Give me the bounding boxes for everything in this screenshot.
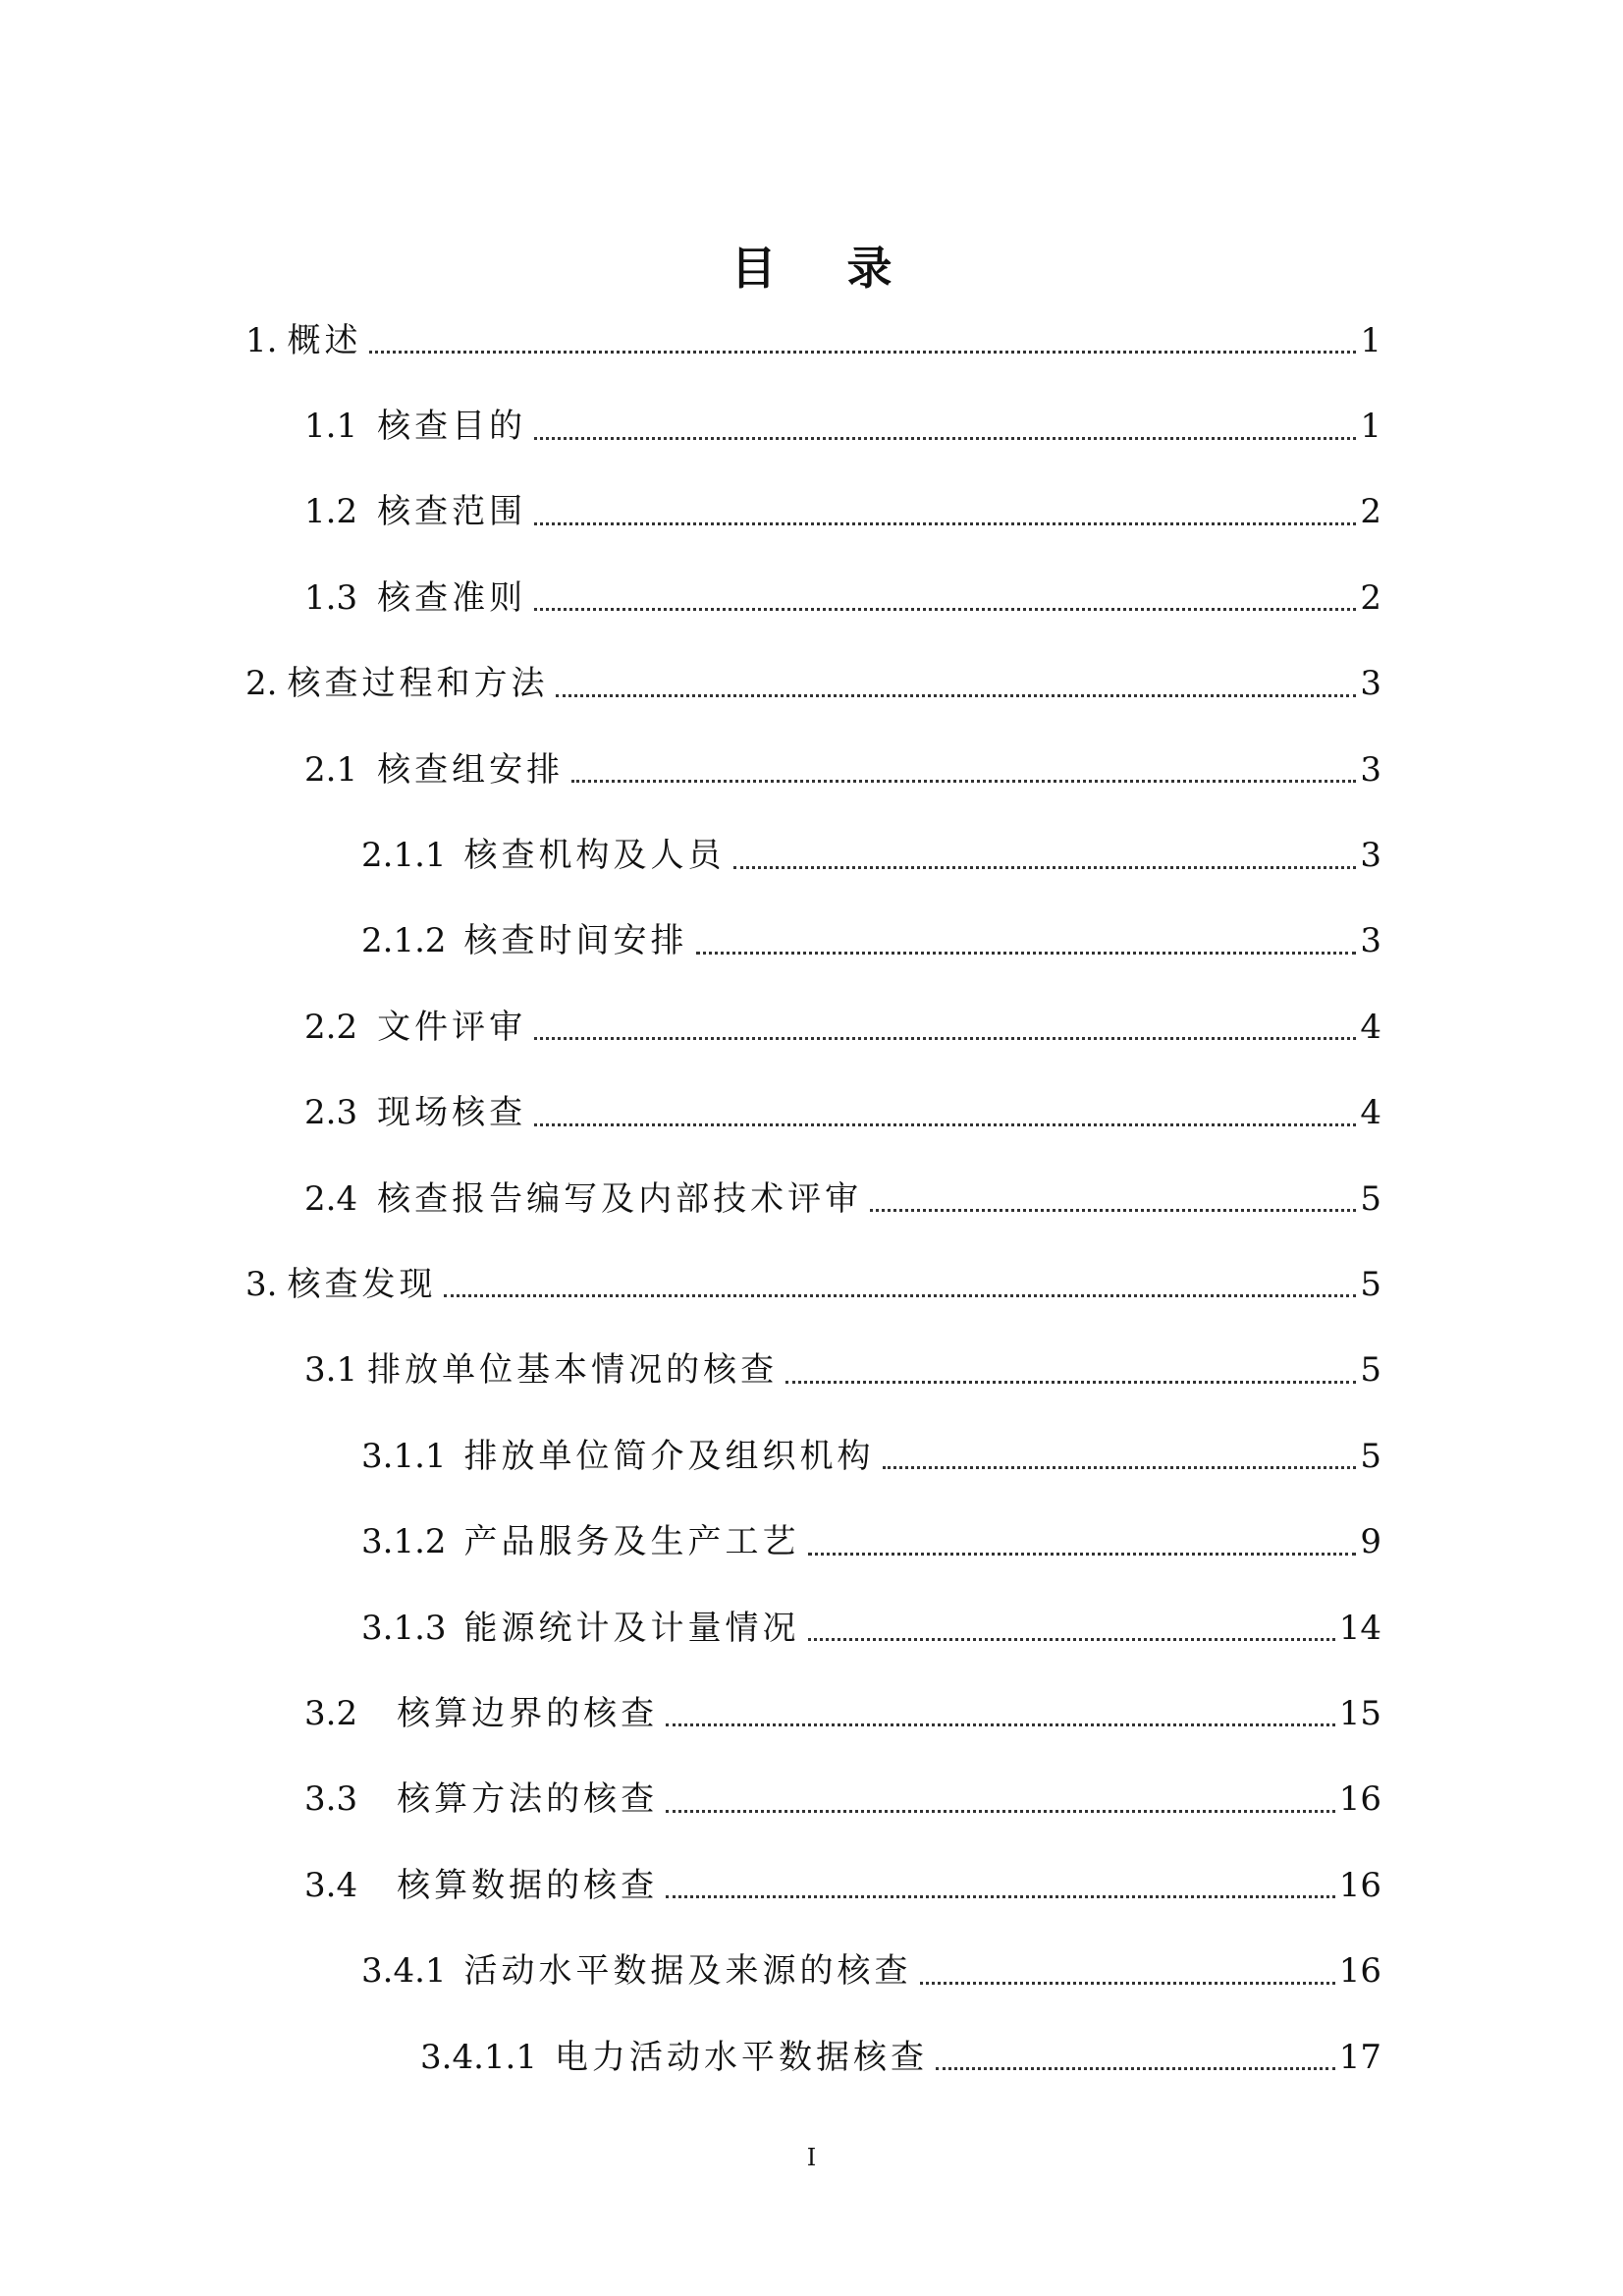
toc-entry-page: 4	[1360, 1007, 1381, 1047]
toc-entry[interactable]	[0, 1413, 1623, 1499]
toc-entry[interactable]	[0, 383, 1623, 468]
toc-entry-title: 文件评审	[377, 1007, 527, 1047]
toc-entry-number: 3.4	[304, 1865, 358, 1905]
toc-entry-number: 3.1.2	[361, 1522, 447, 1562]
toc-dot-leader	[808, 1638, 1335, 1641]
toc-entry[interactable]	[0, 298, 1623, 383]
toc-entry-number: 1.3	[304, 577, 358, 618]
toc-entry[interactable]	[0, 469, 1623, 555]
toc-entry-number: 1.1	[304, 407, 358, 447]
toc-dot-leader	[534, 1037, 1356, 1040]
toc-dot-leader	[444, 1294, 1356, 1297]
toc-entry-title: 核算方法的核查	[397, 1779, 659, 1820]
toc-dot-leader	[696, 952, 1357, 955]
toc-entry-number: 2.3	[304, 1093, 358, 1133]
toc-entry-page: 3	[1360, 836, 1381, 876]
toc-dot-leader	[920, 1982, 1335, 1985]
toc-entry[interactable]	[0, 984, 1623, 1069]
toc-entry-number: 2.1.2	[361, 921, 447, 961]
toc-entry-number: 3.4.1.1	[420, 2037, 537, 2077]
toc-entry-page: 16	[1338, 1779, 1381, 1820]
toc-entry-page: 1	[1360, 320, 1381, 360]
toc-dot-leader	[883, 1466, 1357, 1469]
toc-dot-leader	[785, 1381, 1356, 1384]
toc-entry-page: 16	[1338, 1865, 1381, 1905]
toc-entry-title: 概述	[287, 320, 362, 360]
toc-entry-title: 排放单位基本情况的核查	[367, 1350, 779, 1391]
toc-entry-number: 3.1	[304, 1350, 358, 1391]
toc-entry-page: 16	[1338, 1951, 1381, 1992]
toc-entry-page: 9	[1360, 1522, 1381, 1562]
toc-entry[interactable]	[0, 1670, 1623, 1756]
toc-entry[interactable]	[0, 1757, 1623, 1842]
toc-entry-number: 2.	[245, 664, 278, 704]
toc-entry-page: 3	[1360, 921, 1381, 961]
toc-entry[interactable]	[0, 1928, 1623, 2013]
toc-dot-leader	[808, 1553, 1357, 1556]
toc-entry[interactable]	[0, 555, 1623, 640]
toc-entry-page: 2	[1360, 577, 1381, 618]
toc-entry[interactable]	[0, 812, 1623, 898]
toc-entry-page: 15	[1338, 1693, 1381, 1733]
toc-title: 目 录	[730, 241, 920, 295]
toc-entry-number: 1.	[245, 320, 278, 360]
toc-entry-title: 电力活动水平数据核查	[554, 2037, 928, 2077]
toc-entry-number: 3.1.1	[361, 1436, 447, 1476]
toc-entry-number: 3.3	[304, 1779, 358, 1820]
toc-entry-number: 3.	[245, 1264, 278, 1304]
toc-entry-title: 核查发现	[287, 1264, 437, 1304]
toc-entry-number: 2.4	[304, 1178, 358, 1219]
toc-dot-leader	[571, 780, 1356, 783]
toc-entry-page: 2	[1360, 492, 1381, 532]
toc-entry-number: 3.1.3	[361, 1608, 447, 1648]
toc-entry-page: 4	[1360, 1093, 1381, 1133]
toc-entry[interactable]	[0, 727, 1623, 812]
toc-entry-title: 核查组安排	[377, 749, 565, 790]
page-number: I	[806, 2144, 817, 2171]
toc-list	[0, 298, 1623, 2100]
toc-entry-number: 2.2	[304, 1007, 358, 1047]
toc-dot-leader	[534, 522, 1356, 525]
toc-entry-number: 1.2	[304, 492, 358, 532]
toc-entry[interactable]	[0, 1585, 1623, 1670]
toc-entry[interactable]	[0, 641, 1623, 727]
toc-entry-number: 2.1.1	[361, 836, 447, 876]
toc-entry[interactable]	[0, 1241, 1623, 1327]
toc-entry-title: 产品服务及生产工艺	[463, 1522, 800, 1562]
toc-entry[interactable]	[0, 1842, 1623, 1928]
toc-entry[interactable]	[0, 1499, 1623, 1584]
toc-dot-leader	[534, 608, 1356, 611]
toc-dot-leader	[870, 1209, 1356, 1212]
toc-entry-number: 2.1	[304, 749, 358, 790]
toc-entry[interactable]	[0, 1328, 1623, 1413]
toc-dot-leader	[369, 351, 1356, 354]
toc-entry-title: 核查准则	[377, 577, 527, 618]
toc-entry-title: 核查范围	[377, 492, 527, 532]
toc-dot-leader	[534, 1123, 1356, 1126]
toc-dot-leader	[666, 1723, 1335, 1726]
toc-entry-title: 核查报告编写及内部技术评审	[377, 1178, 863, 1219]
toc-entry-page: 1	[1360, 407, 1381, 447]
toc-dot-leader	[534, 437, 1356, 440]
toc-entry[interactable]	[0, 899, 1623, 984]
toc-entry-title: 核查目的	[377, 407, 527, 447]
toc-dot-leader	[556, 694, 1356, 697]
toc-entry-number: 3.4.1	[361, 1951, 447, 1992]
toc-entry-title: 核查时间安排	[463, 921, 688, 961]
toc-entry-title: 核查机构及人员	[463, 836, 726, 876]
toc-dot-leader	[666, 1810, 1335, 1813]
toc-entry[interactable]	[0, 1070, 1623, 1156]
toc-entry-page: 5	[1360, 1436, 1381, 1476]
toc-entry-page: 5	[1360, 1350, 1381, 1391]
toc-entry-title: 核算边界的核查	[397, 1693, 659, 1733]
toc-entry-title: 活动水平数据及来源的核查	[463, 1951, 912, 1992]
toc-entry-number: 3.2	[304, 1693, 358, 1733]
toc-entry-title: 能源统计及计量情况	[463, 1608, 800, 1648]
toc-dot-leader	[666, 1895, 1335, 1898]
toc-entry-title: 核算数据的核查	[397, 1865, 659, 1905]
toc-entry-title: 排放单位简介及组织机构	[463, 1436, 875, 1476]
toc-entry-page: 3	[1360, 749, 1381, 790]
toc-entry-page: 5	[1360, 1178, 1381, 1219]
toc-entry-page: 3	[1360, 664, 1381, 704]
toc-entry-page: 14	[1338, 1608, 1381, 1648]
toc-entry-page: 17	[1338, 2037, 1381, 2077]
toc-dot-leader	[733, 866, 1357, 869]
toc-entry[interactable]	[0, 1156, 1623, 1241]
toc-entry-page: 5	[1360, 1264, 1381, 1304]
toc-entry[interactable]	[0, 2014, 1623, 2100]
toc-dot-leader	[936, 2067, 1335, 2070]
toc-entry-title: 现场核查	[377, 1093, 527, 1133]
toc-entry-title: 核查过程和方法	[287, 664, 549, 704]
